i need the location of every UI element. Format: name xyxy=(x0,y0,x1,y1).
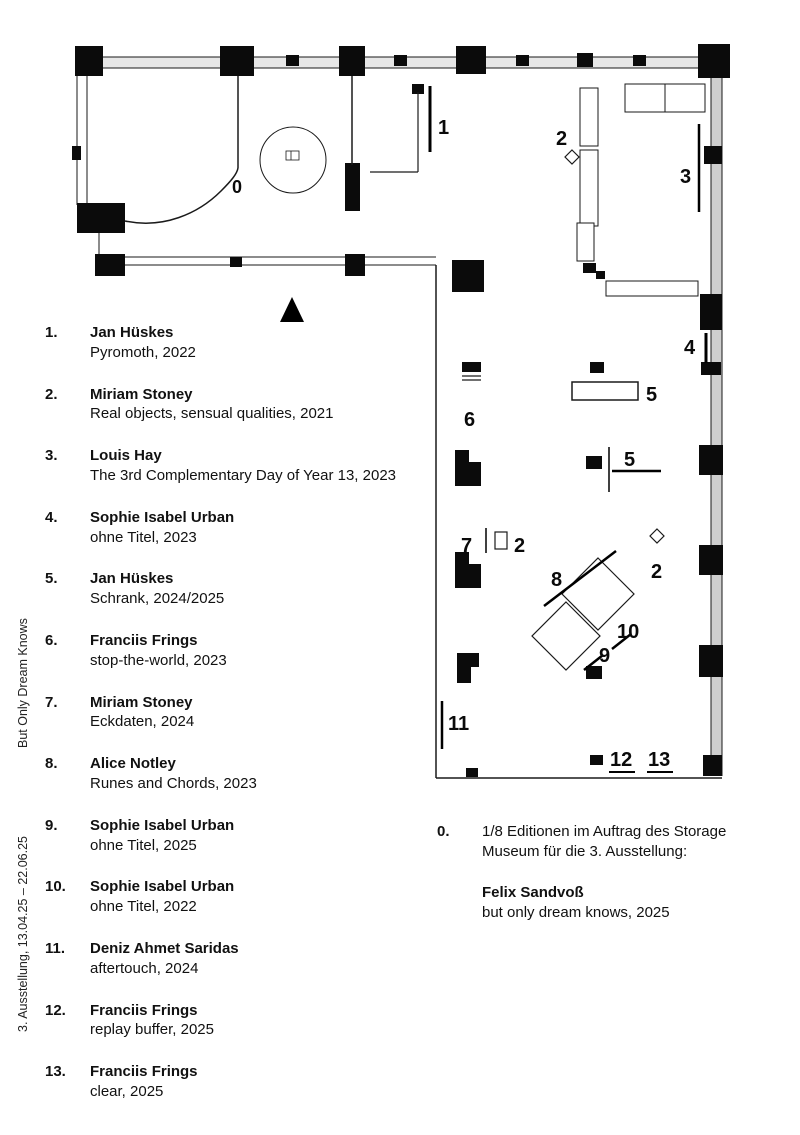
bench xyxy=(606,281,698,296)
legend-artist: Deniz Ahmet Saridas xyxy=(90,939,239,957)
legend-item-11 xyxy=(45,939,443,979)
legend-number: 2. xyxy=(45,385,58,403)
legend-artist: Sophie Isabel Urban xyxy=(90,816,235,834)
plan-marker-5a: 5 xyxy=(646,384,658,406)
legend-work: clear, 2025 xyxy=(90,1082,164,1100)
plan-marker-1: 1 xyxy=(438,117,450,139)
legend-number: 1. xyxy=(45,324,58,341)
legend-item-13 xyxy=(45,1062,443,1102)
legend-work: Runes and Chords, 2023 xyxy=(90,774,257,792)
legend-artist: Jan Hüskes xyxy=(90,570,174,588)
legend-number: 12. xyxy=(45,1001,66,1019)
legend-work: ohne Titel, 2023 xyxy=(90,528,197,546)
legend-number: 7. xyxy=(45,693,58,711)
edition-diamond-a xyxy=(565,150,579,164)
legend-work: Eckdaten, 2024 xyxy=(90,713,195,731)
vertical-exhibition-title: But Only Dream Knows xyxy=(16,618,30,748)
legend-artist: Sophie Isabel Urban xyxy=(90,878,235,896)
legend-number: 8. xyxy=(45,755,58,773)
small-frame-7 xyxy=(495,532,507,549)
edition-intro: 1/8 Editionen im Auftrag des Storage Museum für die 3. Ausstellung: xyxy=(482,823,727,861)
legend-artist: Miriam Stoney xyxy=(90,693,193,711)
legend-item-1 xyxy=(45,323,443,363)
vertical-exhibition-info: 3. Ausstellung, 13.04.25 – 22.06.25 xyxy=(16,836,30,1032)
legend-item-4 xyxy=(45,508,443,548)
legend-number: 4. xyxy=(45,508,58,526)
small-cabinet xyxy=(577,223,594,261)
legend-number: 5. xyxy=(45,570,58,588)
edition-diamond-b xyxy=(650,529,664,543)
legend-item-3 xyxy=(45,446,443,486)
plan-marker-3: 3 xyxy=(680,166,692,188)
legend-work: Real objects, sensual qualities, 2021 xyxy=(90,405,334,423)
legend-item-5 xyxy=(45,569,443,609)
plan-marker-9: 9 xyxy=(599,645,611,667)
north-arrow xyxy=(280,297,304,322)
plan-marker-11: 11 xyxy=(448,713,470,735)
legend-artist: Jan Hüskes xyxy=(90,324,174,341)
legend-number: 9. xyxy=(45,816,58,834)
shelf-upper xyxy=(580,88,598,146)
legend-work: replay buffer, 2025 xyxy=(90,1021,214,1039)
legend-list xyxy=(45,323,443,1102)
legend-item-2 xyxy=(45,385,443,425)
furniture-outlines xyxy=(495,84,705,670)
legend-artist: Franciis Frings xyxy=(90,631,198,649)
edition-note xyxy=(437,822,767,923)
legend-work: Schrank, 2024/2025 xyxy=(90,590,225,608)
plan-marker-0: 0 xyxy=(232,177,243,197)
plan-marker-2a: 2 xyxy=(556,128,568,150)
legend-item-9 xyxy=(45,816,443,856)
legend-work: Pyromoth, 2022 xyxy=(90,343,196,361)
legend-item-8 xyxy=(45,754,443,794)
plan-marker-4: 4 xyxy=(684,337,696,359)
edition-work: but only dream knows, 2025 xyxy=(482,903,670,921)
legend-item-7 xyxy=(45,693,443,733)
legend-item-12 xyxy=(45,1001,443,1041)
plan-marker-6: 6 xyxy=(464,409,476,431)
legend-number: 10. xyxy=(45,878,66,896)
legend-artist: Miriam Stoney xyxy=(90,385,193,403)
legend-work: The 3rd Complementary Day of Year 13, 2023 xyxy=(90,466,397,484)
plan-marker-7: 7 xyxy=(461,535,473,557)
legend-number: 6. xyxy=(45,631,58,649)
legend-number: 11. xyxy=(45,939,66,957)
plan-marker-8: 8 xyxy=(551,569,563,591)
legend-item-10 xyxy=(45,877,443,917)
legend-artist: Franciis Frings xyxy=(90,1001,198,1019)
legend-artist: Louis Hay xyxy=(90,447,162,465)
edition-artist: Felix Sandvoß xyxy=(482,883,584,901)
legend-work: ohne Titel, 2025 xyxy=(90,836,197,854)
legend-work: stop-the-world, 2023 xyxy=(90,651,227,669)
edition-number: 0. xyxy=(437,823,450,840)
legend-artist: Sophie Isabel Urban xyxy=(90,508,235,526)
legend-artist: Alice Notley xyxy=(90,755,176,773)
plan-marker-2b: 2 xyxy=(514,535,526,557)
plan-marker-2c: 2 xyxy=(651,561,663,583)
plan-marker-12: 12 xyxy=(610,749,633,771)
plan-marker-13: 13 xyxy=(648,749,671,771)
plan-marker-10: 10 xyxy=(617,621,640,643)
legend-work: ohne Titel, 2022 xyxy=(90,898,197,916)
schrank-5 xyxy=(572,382,638,400)
legend-work: aftertouch, 2024 xyxy=(90,959,199,977)
legend-artist: Franciis Frings xyxy=(90,1063,198,1081)
shelf-lower xyxy=(580,150,598,226)
legend-number: 13. xyxy=(45,1063,66,1081)
plan-marker-5b: 5 xyxy=(624,449,636,471)
legend-item-6 xyxy=(45,631,443,671)
legend-number: 3. xyxy=(45,447,58,465)
